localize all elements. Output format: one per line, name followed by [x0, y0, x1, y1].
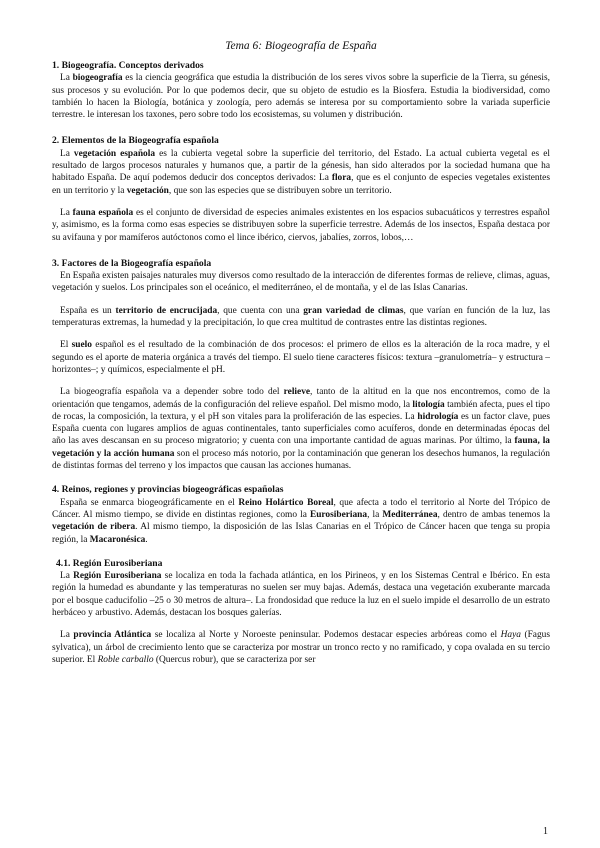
italic-term: Roble carballo	[97, 654, 154, 665]
bold-term: Macaronésica	[89, 534, 146, 545]
paragraph	[52, 270, 550, 295]
text-run: La	[60, 148, 74, 159]
bold-term: Eurosiberiana	[309, 509, 368, 520]
subsection-heading: 4.1. Región Eurosiberiana	[56, 557, 163, 569]
bold-term: provincia Atlántica	[73, 630, 152, 641]
text-run: España es un	[60, 305, 116, 316]
text-run: , que afecta a todo el territorio al Norte del Trópico de Cáncer. Al mismo tiempo, se divide en distintas regiones, como la	[52, 497, 550, 520]
paragraph	[52, 72, 550, 121]
section-heading: 3. Factores de la Biogeografía española	[52, 257, 212, 269]
paragraph	[52, 386, 550, 472]
text-run: se localiza en toda la fachada atlántica, en los Pirineos, y en los Sistemas Central e Ibérico. En esta región la humedad es abundante y las temperaturas no suelen ser muy bajas. Además, destaca una vegetación exuberante marcada por el bosque caducifolio –25 o 30 metros de altura–. La frondosidad que reduce la luz en el suelo impide el desarrollo de un estrato herbáceo y arbustivo. Además, destacan los bosques galerías.	[52, 571, 550, 618]
bold-term: Mediterránea	[382, 509, 438, 520]
bold-term: relieve	[283, 387, 311, 398]
paragraph	[52, 629, 550, 666]
bold-term: fauna española	[72, 207, 134, 218]
text-run: se localiza al Norte y Noroeste peninsular. Podemos destacar especies arbóreas como el	[151, 630, 501, 641]
text-run: (Fagus sylvatica), un árbol de crecimiento lento que se caracteriza por mostrar un tronco recto y no ramificado, y copa ovalada en su tercio superior. El	[52, 630, 550, 665]
bold-term: fauna, la vegetación y la acción humana	[52, 436, 550, 459]
bold-term: territorio de encrucijada	[115, 305, 218, 316]
paragraph	[52, 305, 550, 330]
subsection-eurosiberiana	[52, 558, 550, 666]
text-run: , que cuenta con una	[217, 305, 304, 316]
text-run: La	[60, 207, 73, 218]
text-run: La	[60, 571, 74, 582]
bold-term: vegetación de ribera	[52, 522, 136, 533]
text-run: (Quercus robur), que se caracteriza por ser	[153, 654, 316, 665]
paragraph	[52, 207, 550, 244]
bold-term: vegetación española	[73, 148, 156, 159]
section-heading: 2. Elementos de la Biogeografía española	[52, 135, 219, 147]
bold-term: gran variedad de climas	[303, 305, 404, 316]
section-factores	[52, 258, 550, 472]
paragraph	[52, 497, 550, 546]
text-run: es la cubierta vegetal sobre la superficie del territorio, del Estado. La actual cubierta vegetal es el resultado de largos procesos naturales y humanos que, a partir de la génesis, han sido alterados por la sociedad humana que ha habitado España. De aquí podemos deducir dos conceptos derivados: La	[52, 148, 550, 184]
text-run: El	[60, 340, 72, 351]
text-run: , que varían en función de la luz, las temperaturas extremas, la humedad y la precipitación, lo que crea multitud de contrastes entre las distintas regiones.	[52, 305, 550, 329]
paragraph	[52, 570, 550, 619]
text-run: , dentro de ambas tenemos la	[437, 509, 550, 520]
text-run: , que son las especies que se distribuyen sobre un territorio.	[168, 185, 392, 196]
text-run: son el proceso más notorio, por la contaminación que generan los desechos humanos, la regulación de distintas formas del terreno y los impactos que causan las acciones humanas.	[52, 448, 550, 472]
document-title: Tema 6: Biogeografía de España	[225, 40, 377, 52]
bold-term: suelo	[71, 340, 92, 351]
bold-term: flora	[331, 173, 352, 184]
paragraph	[52, 148, 550, 197]
document-page	[52, 40, 550, 666]
text-run: es un factor clave, pues España cuenta con lugares amplios de aguas continentales, tanto superficiales como acuíferos, donde en determinadas épocas del año las aves descansan en su proceso migratorio; y cuenta con una importante cantidad de aguas marinas. Por último, la	[52, 411, 550, 447]
text-run: español es el resultado de la combinación de dos procesos: el primero de ellos es la alteración de la roca madre, y el segundo es el aporte de materia orgánica a través del tiempo. El suelo tiene caracteres físicos: textura –granulometría– y estructura –horizontes–; y químicos, especialmente el pH.	[52, 340, 550, 375]
text-run: En España existen paisajes naturales muy diversos como resultado de la interacción de diferentes formas de relieve, climas, aguas, vegetación y suelos. Los principales son el oceánico, el mediterráneo, el de montaña, y el de las Islas Canarias.	[52, 271, 550, 294]
section-biogeografia	[52, 60, 550, 121]
page-number: 1	[543, 826, 548, 837]
text-run: , que es el conjunto de especies vegetales existentes en un territorio y la	[52, 173, 550, 196]
bold-term: vegetación	[126, 185, 169, 196]
text-run: . Al mismo tiempo, la disposición de las Islas Canarias en el Trópico de Cáncer hacen que tenga su propia región, la	[52, 522, 550, 545]
section-heading: 1. Biogeografía. Conceptos derivados	[52, 60, 204, 71]
bold-term: biogeografía	[72, 73, 123, 84]
text-run: también afecta, pues el tipo de rocas, la composición, la textura, y el pH son vitales para la proliferación de las especies. La	[52, 399, 550, 422]
text-run: , tanto de la altitud en la que nos encontremos, como de la orientación que tengamos, además de la configuración del relieve español. Del mismo modo, la	[52, 387, 550, 410]
bold-term: litología	[412, 399, 445, 410]
text-run: es el conjunto de diversidad de especies animales existentes en los espacios subacuáticos y terrestres español y, asimismo, es la forma como esas especies se distribuyen sobre la superficie terrestre. Además de los insectos, España destaca por su avifauna y por mamíferos autóctonos como el lince ibérico, ciervos, jabalíes, zorros, lobos,…	[52, 207, 550, 243]
paragraph	[52, 339, 550, 376]
text-run: .	[145, 534, 148, 545]
section-elementos	[52, 135, 550, 243]
bold-term: Reino Holártico Boreal	[238, 497, 334, 508]
italic-term: Haya	[500, 630, 521, 641]
text-run: es la ciencia geográfica que estudia la distribución de los seres vivos sobre la superficie de la Tierra, su génesis, sus procesos y su evolución. Por lo que podemos decir, que su objeto de estudio es la Biosfera. Estudia la biodiversidad, como también lo hacen la Biología, botánica y zoología, pero además se interesa por su comportamiento sobre la variada superficie terrestre. le interesan los taxones, pero sobre todo los ecosistemas, su volumen y distribución.	[52, 73, 551, 121]
section-heading: 4. Reinos, regiones y provincias biogeográficas españolas	[52, 484, 284, 496]
text-run: La biogeografía española va a depender sobre todo del	[60, 387, 284, 398]
bold-term: hidrología	[417, 411, 459, 422]
text-run: La	[60, 630, 74, 641]
bold-term: Región Eurosiberiana	[73, 571, 162, 582]
text-run: España se enmarca biogeográficamente en el	[60, 497, 239, 508]
text-run: La	[60, 73, 73, 84]
section-reinos	[52, 484, 550, 545]
text-run: , la	[367, 509, 383, 520]
